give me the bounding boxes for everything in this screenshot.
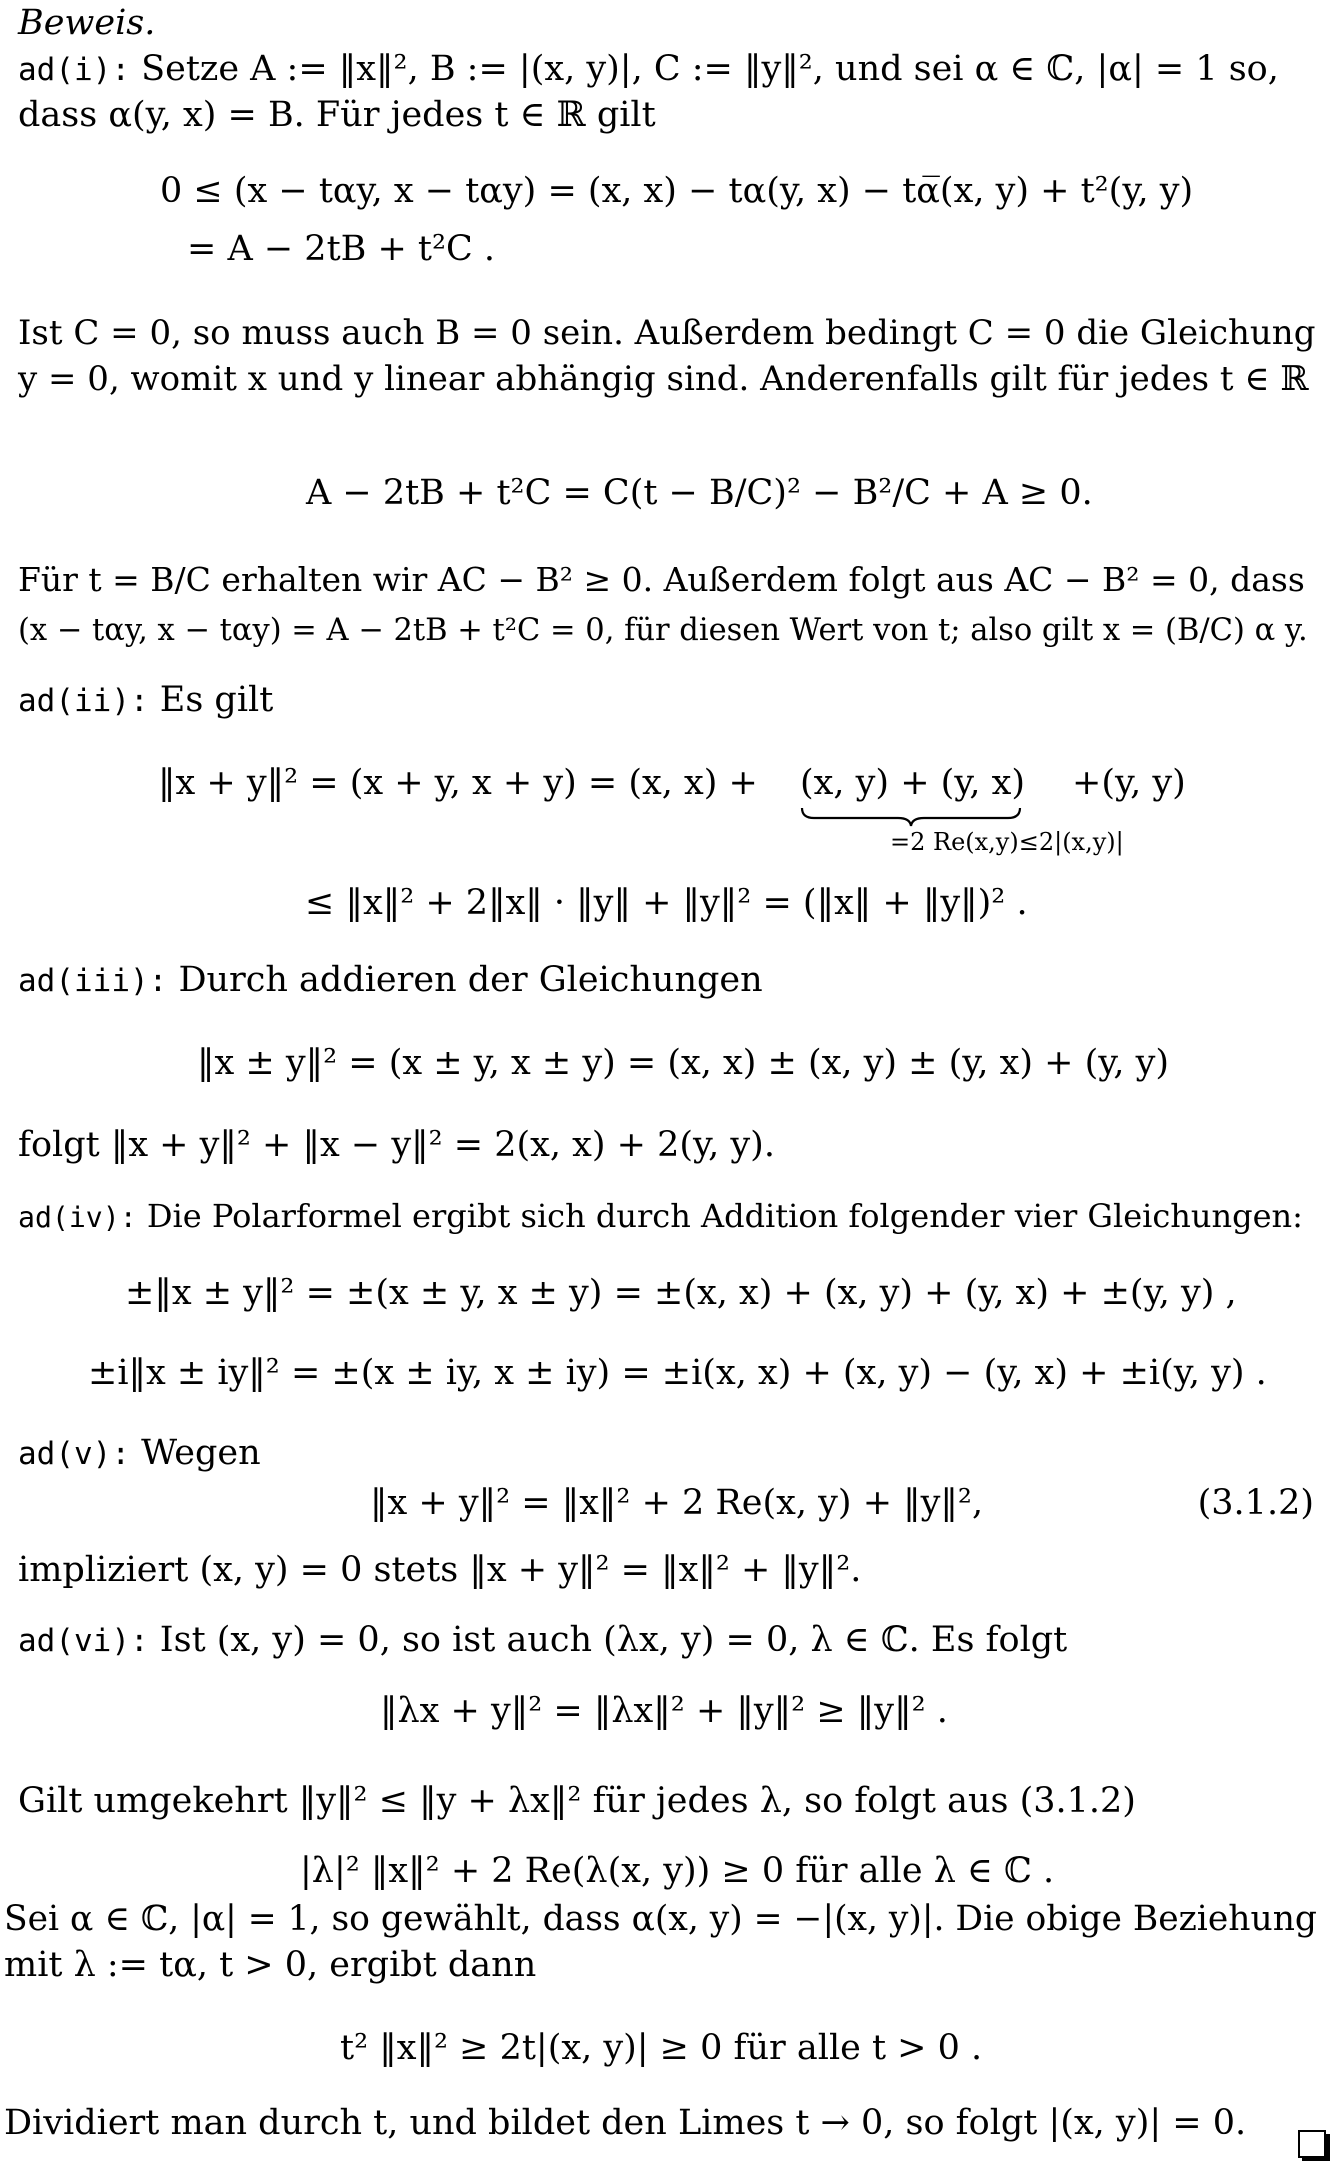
- part-vi-line-2: Gilt umgekehrt ‖y‖² ≤ ‖y + λx‖² für jedes λ, so folgt aus (3.1.2): [18, 1781, 1136, 1821]
- part-vi-equation-2: |λ|² ‖x‖² + 2 Re(λ(x, y)) ≥ 0 für alle λ ∈ ℂ .: [300, 1851, 1055, 1891]
- part-vi-equation-3: t² ‖x‖² ≥ 2t|(x, y)| ≥ 0 für alle t > 0 .: [340, 2028, 983, 2068]
- part-ii-line-1: [18, 677, 1320, 724]
- qed-icon: [1298, 2130, 1326, 2158]
- part-ii-equation-1a: ‖x + y‖² = (x + y, x + y) = (x, x) +: [158, 763, 758, 803]
- part-v-line-2: impliziert (x, y) = 0 stets ‖x + y‖² = ‖x‖² + ‖y‖².: [18, 1550, 862, 1590]
- part-iii-tag: ad(iii):: [18, 963, 168, 999]
- part-iv-line-1: [18, 1193, 1320, 1241]
- part-v-text-1: Wegen: [141, 1433, 261, 1473]
- proof-heading: Beweis.: [18, 3, 156, 43]
- part-iv-equation-1: ±‖x ± y‖² = ±(x ± y, x ± y) = ±(x, x) + (x, y) + (y, x) + ±(y, y) ,: [125, 1273, 1237, 1313]
- part-v-equation-1: ‖x + y‖² = ‖x‖² + 2 Re(x, y) + ‖y‖²,: [370, 1483, 984, 1523]
- part-vi-equation-1: ‖λx + y‖² = ‖λx‖² + ‖y‖² ≥ ‖y‖² .: [380, 1691, 948, 1731]
- part-i-line-2: dass α(y, x) = B. Für jedes t ∈ ℝ gilt: [18, 95, 656, 135]
- part-i-equation-1: 0 ≤ (x − tαy, x − tαy) = (x, x) − tα(y, x) − tα̅(x, y) + t²(y, y): [160, 171, 1194, 211]
- part-vi-line-5: Dividiert man durch t, und bildet den Limes t → 0, so folgt |(x, y)| = 0.: [4, 2103, 1247, 2143]
- part-iii-line-2: folgt ‖x + y‖² + ‖x − y‖² = 2(x, x) + 2(y, y).: [18, 1125, 775, 1165]
- part-i-tag: ad(i):: [18, 52, 130, 88]
- part-ii-text-1: Es gilt: [159, 680, 274, 720]
- part-i-line-4: y = 0, womit x und y linear abhängig sind. Anderenfalls gilt für jedes t ∈ ℝ: [18, 359, 1309, 399]
- part-i-line-3: Ist C = 0, so muss auch B = 0 sein. Außerdem bedingt C = 0 die Gleichung: [18, 313, 1316, 353]
- part-v-tag: ad(v):: [18, 1436, 130, 1472]
- part-iii-equation-1: ‖x ± y‖² = (x ± y, x ± y) = (x, x) ± (x, y) ± (y, x) + (y, y): [197, 1043, 1170, 1083]
- part-i-text-1: Setze A := ‖x‖², B := |(x, y)|, C := ‖y‖², und sei α ∈ ℂ, |α| = 1 so,: [141, 49, 1279, 89]
- part-ii-equation-2: ≤ ‖x‖² + 2‖x‖ · ‖y‖ + ‖y‖² = (‖x‖ + ‖y‖)² .: [305, 883, 1028, 923]
- part-v-line-1: [18, 1430, 1320, 1477]
- part-i-equation-3: A − 2tB + t²C = C(t − B/C)² − B²/C + A ≥ 0.: [306, 473, 1093, 513]
- underbrace-icon: [800, 806, 1022, 828]
- part-iii-text-1: Durch addieren der Gleichungen: [178, 960, 763, 1000]
- part-iii-line-1: [18, 957, 1320, 1004]
- part-iv-text-1: Die Polarformel ergibt sich durch Addition folgender vier Gleichungen:: [146, 1197, 1303, 1235]
- underbrace-note: =2 Re(x,y)≤2|(x,y)|: [890, 828, 1124, 856]
- part-ii-tag: ad(ii):: [18, 683, 149, 719]
- part-vi-text-1: Ist (x, y) = 0, so ist auch (λx, y) = 0, λ ∈ ℂ. Es folgt: [159, 1620, 1068, 1660]
- part-ii-equation-1b: (x, y) + (y, x): [800, 763, 1026, 803]
- part-i-line-5: Für t = B/C erhalten wir AC − B² ≥ 0. Außerdem folgt aus AC − B² = 0, dass: [18, 560, 1305, 599]
- part-vi-line-3: Sei α ∈ ℂ, |α| = 1, so gewählt, dass α(x, y) = −|(x, y)|. Die obige Beziehung: [4, 1899, 1318, 1939]
- part-vi-tag: ad(vi):: [18, 1623, 149, 1659]
- part-i-equation-2: = A − 2tB + t²C .: [187, 229, 496, 269]
- part-iv-equation-2: ±i‖x ± iy‖² = ±(x ± iy, x ± iy) = ±i(x, x) + (x, y) − (y, x) + ±i(y, y) .: [88, 1353, 1267, 1393]
- part-i-line-1: [18, 46, 1320, 93]
- part-i-line-6: (x − tαy, x − tαy) = A − 2tB + t²C = 0, für diesen Wert von t; also gilt x = (B/C) α y.: [18, 613, 1308, 648]
- part-vi-line-1: [18, 1617, 1320, 1664]
- part-vi-line-4: mit λ := tα, t > 0, ergibt dann: [4, 1945, 537, 1985]
- part-iv-tag: ad(iv):: [18, 1201, 137, 1234]
- part-ii-equation-1c: +(y, y): [1072, 763, 1186, 803]
- equation-number: (3.1.2): [1197, 1483, 1314, 1523]
